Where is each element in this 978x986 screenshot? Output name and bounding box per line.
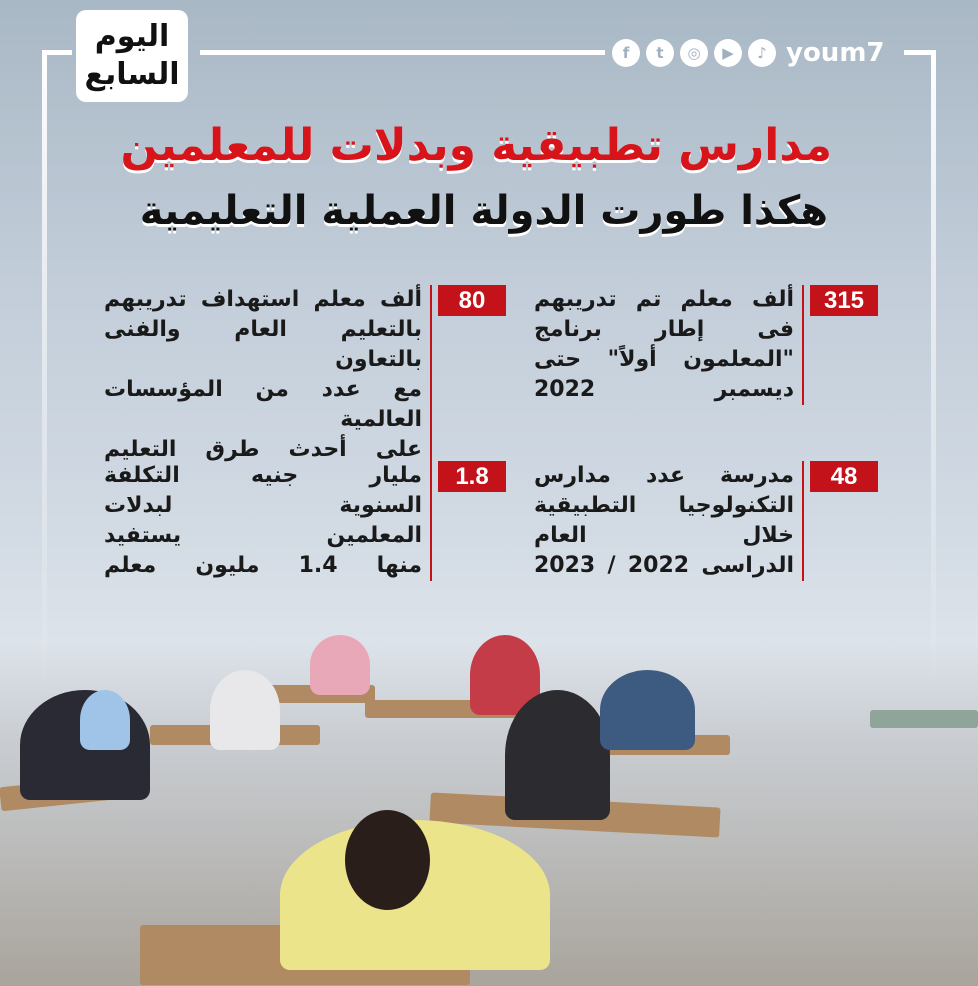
stat-line: مليار جنيه التكلفة	[104, 463, 422, 488]
stat-line: منها 1.4 مليون معلم	[104, 553, 422, 578]
tiktok-icon[interactable]: ♪	[748, 39, 776, 67]
stat-teachers-trained	[534, 285, 878, 405]
stat-line: مع عدد من المؤسسات العالمية	[104, 377, 422, 432]
divider	[430, 285, 432, 465]
stat-line: على أحدث طرق التعليم	[104, 437, 422, 462]
stat-line: المعلمين يستفيد	[104, 523, 422, 548]
logo-line2: السابع	[84, 57, 180, 92]
stat-text	[104, 285, 422, 465]
student	[210, 670, 280, 750]
stat-value: 48	[810, 461, 878, 492]
stat-value: 315	[810, 285, 878, 316]
stat-line: ديسمبر 2022	[534, 377, 794, 402]
student	[310, 635, 370, 695]
stat-text	[534, 461, 794, 581]
stat-line: مدرسة عدد مدارس	[534, 463, 794, 488]
instagram-icon[interactable]: ◎	[680, 39, 708, 67]
stat-schools	[534, 461, 878, 581]
stat-line: بالتعليم العام والفنى بالتعاون	[104, 317, 422, 372]
divider	[802, 461, 804, 581]
youm7-logo	[76, 10, 188, 102]
social-bar	[612, 38, 885, 68]
desk	[870, 710, 978, 728]
stat-value: 1.8	[438, 461, 506, 492]
divider	[802, 285, 804, 405]
stat-line: "المعلمون أولاً" حتى	[534, 347, 794, 372]
frame-line	[200, 50, 605, 55]
stat-allowance-cost	[104, 461, 506, 581]
youtube-icon[interactable]: ▶	[714, 39, 742, 67]
stat-line: ألف معلم استهداف تدريبهم	[104, 287, 422, 312]
stat-line: الدراسى 2022 / 2023	[534, 553, 794, 578]
page-title: مدارس تطبيقية وبدلات للمعلمين	[120, 120, 832, 171]
page-subtitle: هكذا طورت الدولة العملية التعليمية	[139, 188, 828, 234]
stat-teachers-targeted	[104, 285, 506, 465]
stat-value: 80	[438, 285, 506, 316]
logo-line1: اليوم	[94, 19, 170, 54]
facebook-icon[interactable]: f	[612, 39, 640, 67]
stat-line: السنوية لبدلات	[104, 493, 422, 518]
brand-name: youm7	[786, 38, 885, 68]
student	[505, 690, 610, 820]
stat-text	[534, 285, 794, 405]
frame-line	[931, 50, 936, 690]
stat-line: التكنولوجيا التطبيقية	[534, 493, 794, 518]
stat-line: فى إطار برنامج	[534, 317, 794, 342]
classroom-photo	[0, 620, 978, 986]
stat-line: ألف معلم تم تدريبهم	[534, 287, 794, 312]
stat-line: خلال العام	[534, 523, 794, 548]
stat-text	[104, 461, 422, 581]
student	[600, 670, 695, 750]
student	[345, 810, 430, 910]
divider	[430, 461, 432, 581]
twitter-icon[interactable]: t	[646, 39, 674, 67]
student	[80, 690, 130, 750]
